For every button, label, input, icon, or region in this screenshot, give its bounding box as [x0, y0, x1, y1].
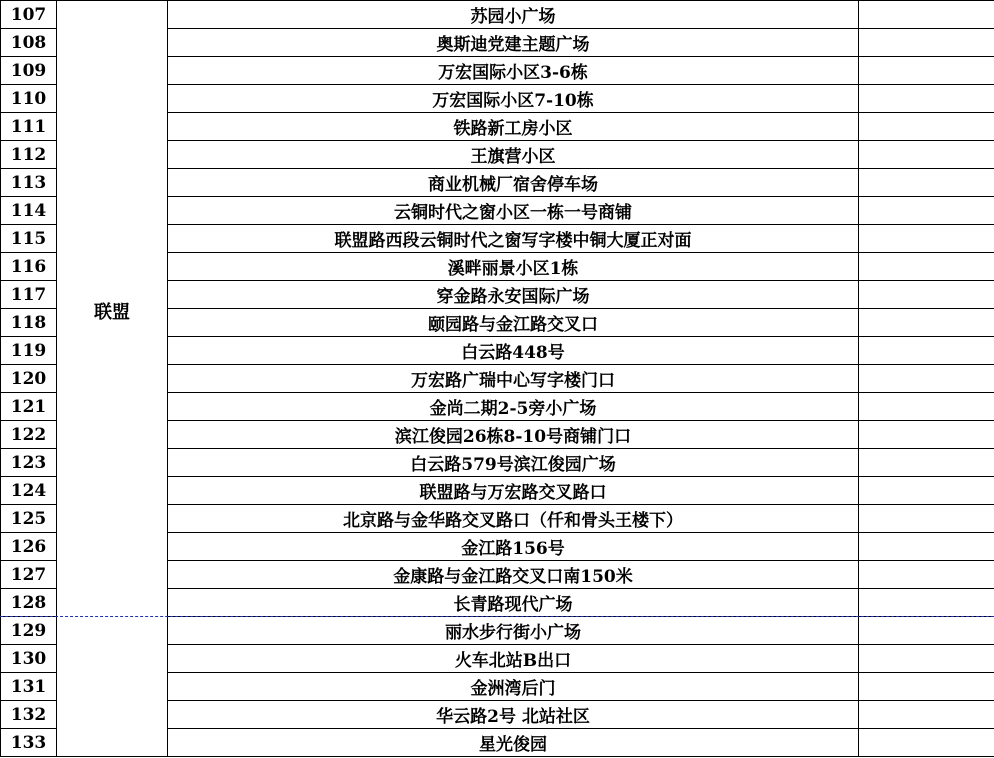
- empty-cell: [859, 477, 994, 505]
- location-name: 溪畔丽景小区1栋: [168, 253, 859, 281]
- location-name: 华云路2号 北站社区: [168, 701, 859, 729]
- page-break-line: [0, 616, 994, 617]
- row-number: 130: [1, 645, 57, 673]
- row-number: 111: [1, 113, 57, 141]
- empty-cell: [859, 85, 994, 113]
- row-number: 131: [1, 673, 57, 701]
- row-number: 108: [1, 29, 57, 57]
- empty-cell: [859, 645, 994, 673]
- row-number: 114: [1, 197, 57, 225]
- location-name: 火车北站B出口: [168, 645, 859, 673]
- location-name: 丽水步行街小广场: [168, 617, 859, 645]
- empty-cell: [859, 309, 994, 337]
- empty-cell: [859, 421, 994, 449]
- location-name: 王旗营小区: [168, 141, 859, 169]
- location-name: 滨江俊园26栋8-10号商铺门口: [168, 421, 859, 449]
- row-number: 112: [1, 141, 57, 169]
- empty-cell: [859, 505, 994, 533]
- row-number: 126: [1, 533, 57, 561]
- empty-cell: [859, 29, 994, 57]
- empty-cell: [859, 225, 994, 253]
- location-name: 北京路与金华路交叉路口（仟和骨头王楼下）: [168, 505, 859, 533]
- empty-cell: [859, 141, 994, 169]
- empty-cell: [859, 169, 994, 197]
- empty-cell: [859, 393, 994, 421]
- location-name: 奥斯迪党建主题广场: [168, 29, 859, 57]
- location-name: 万宏国际小区3-6栋: [168, 57, 859, 85]
- empty-cell: [859, 617, 994, 645]
- row-number: 123: [1, 449, 57, 477]
- location-name: 白云路579号滨江俊园广场: [168, 449, 859, 477]
- row-number: 129: [1, 617, 57, 645]
- empty-cell: [859, 561, 994, 589]
- location-name: 金江路156号: [168, 533, 859, 561]
- empty-cell: [859, 197, 994, 225]
- row-number: 120: [1, 365, 57, 393]
- row-number: 110: [1, 85, 57, 113]
- empty-cell: [859, 589, 994, 617]
- district-cell: 联盟: [57, 1, 168, 757]
- location-name: 穿金路永安国际广场: [168, 281, 859, 309]
- row-number: 115: [1, 225, 57, 253]
- empty-cell: [859, 365, 994, 393]
- empty-cell: [859, 57, 994, 85]
- row-number: 113: [1, 169, 57, 197]
- location-name: 万宏国际小区7-10栋: [168, 85, 859, 113]
- location-name: 铁路新工房小区: [168, 113, 859, 141]
- location-name: 星光俊园: [168, 729, 859, 757]
- empty-cell: [859, 701, 994, 729]
- row-number: 133: [1, 729, 57, 757]
- empty-cell: [859, 337, 994, 365]
- row-number: 109: [1, 57, 57, 85]
- row-number: 119: [1, 337, 57, 365]
- location-name: 颐园路与金江路交叉口: [168, 309, 859, 337]
- row-number: 107: [1, 1, 57, 29]
- row-number: 117: [1, 281, 57, 309]
- location-name: 金尚二期2-5旁小广场: [168, 393, 859, 421]
- table-body: [1, 1, 994, 757]
- location-name: 白云路448号: [168, 337, 859, 365]
- row-number: 128: [1, 589, 57, 617]
- table-row: [1, 1, 994, 29]
- empty-cell: [859, 673, 994, 701]
- empty-cell: [859, 729, 994, 757]
- location-name: 联盟路与万宏路交叉路口: [168, 477, 859, 505]
- location-name: 金洲湾后门: [168, 673, 859, 701]
- row-number: 122: [1, 421, 57, 449]
- empty-cell: [859, 533, 994, 561]
- location-name: 联盟路西段云铜时代之窗写字楼中铜大厦正对面: [168, 225, 859, 253]
- location-name: 云铜时代之窗小区一栋一号商铺: [168, 197, 859, 225]
- location-name: 长青路现代广场: [168, 589, 859, 617]
- row-number: 125: [1, 505, 57, 533]
- empty-cell: [859, 281, 994, 309]
- empty-cell: [859, 449, 994, 477]
- location-name: 万宏路广瑞中心写字楼门口: [168, 365, 859, 393]
- row-number: 127: [1, 561, 57, 589]
- row-number: 116: [1, 253, 57, 281]
- row-number: 121: [1, 393, 57, 421]
- row-number: 124: [1, 477, 57, 505]
- row-number: 132: [1, 701, 57, 729]
- empty-cell: [859, 1, 994, 29]
- location-name: 商业机械厂宿舍停车场: [168, 169, 859, 197]
- location-name: 金康路与金江路交叉口南150米: [168, 561, 859, 589]
- empty-cell: [859, 253, 994, 281]
- location-name: 苏园小广场: [168, 1, 859, 29]
- empty-cell: [859, 113, 994, 141]
- row-number: 118: [1, 309, 57, 337]
